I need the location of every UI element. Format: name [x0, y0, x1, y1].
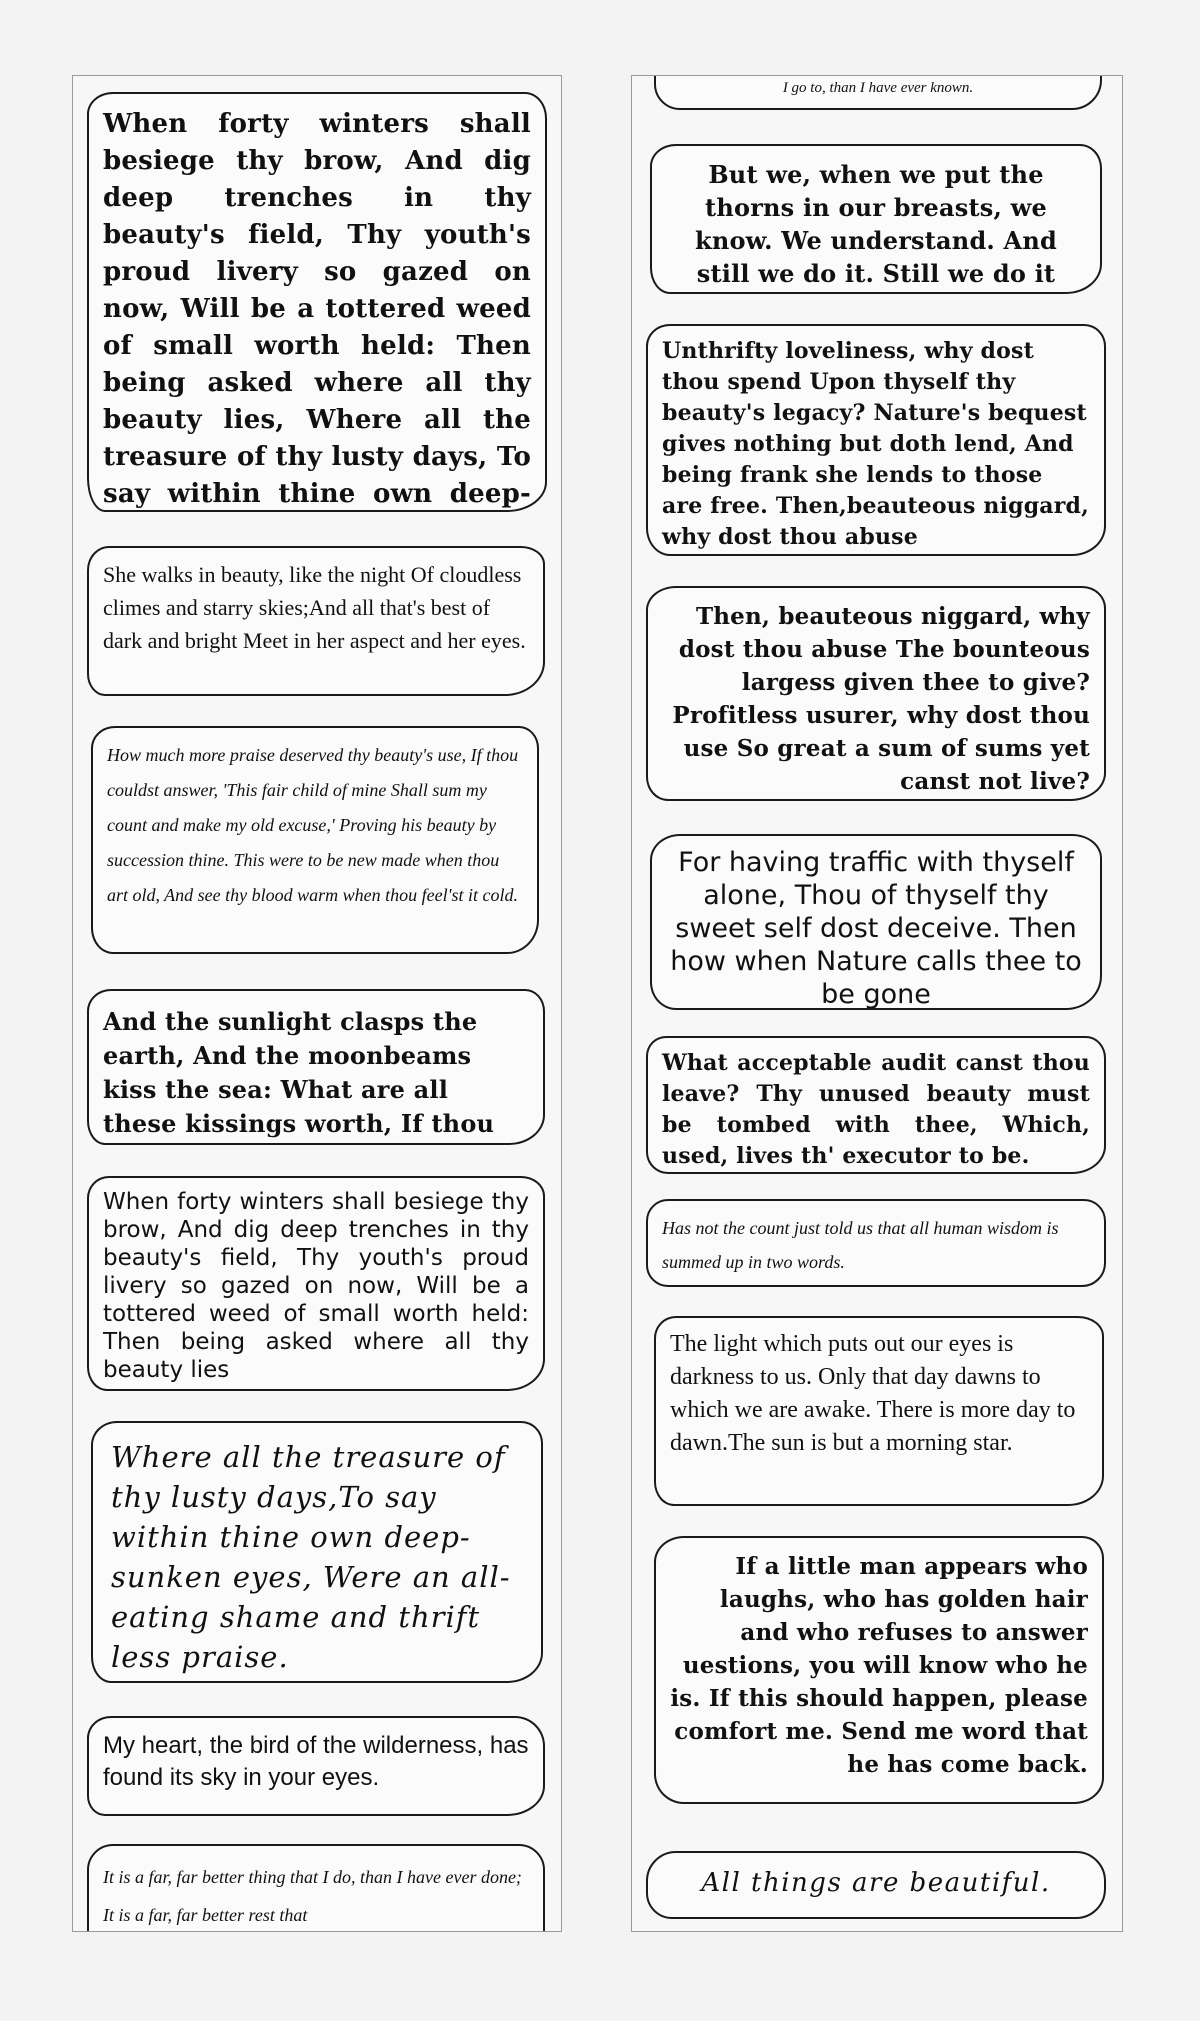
quote-bubble-far-better-thing	[87, 1844, 545, 1932]
quote-text: Has not the count just told us that all human wisdom is summed up in two words.	[662, 1218, 1059, 1272]
quote-text: She walks in beauty, like the night Of cloudless climes and starry skies;And all that's best of dark and bright Meet in her aspect and her eyes.	[103, 562, 526, 653]
quote-bubble-thorns-in-breasts	[650, 144, 1102, 294]
quote-text: And the sunlight clasps the earth, And the moonbeams kiss the sea: What are all these kissings worth, If thou	[103, 1007, 495, 1138]
quote-bubble-light-puts-out-eyes	[654, 1316, 1104, 1506]
quote-bubble-beauteous-niggard	[646, 586, 1106, 801]
quote-text: All things are beautiful.	[701, 1868, 1051, 1898]
quote-text: When forty winters shall besiege thy brow, And dig deep trenches in thy beauty's field, Thy youth's proud livery so gazed on now, Will be a tottered weed of small worth held: Then being asked where all thy beauty lies, Where all the treasure of thy lusty days, To say within thine own deep-	[103, 109, 531, 509]
quote-bubble-she-walks-in-beauty	[87, 546, 545, 696]
quote-text: The light which puts out our eyes is darkness to us. Only that day dawns to which we are awake. There is more day to dawn.The sun is but a morning star.	[670, 1331, 1076, 1456]
quote-bubble-ever-known-cutoff	[654, 75, 1102, 110]
quote-bubble-forty-winters-light	[87, 1176, 545, 1391]
quote-text: It is a far, far better thing that I do, than I have ever done; It is a far, far better rest that	[103, 1867, 522, 1925]
quote-bubble-how-much-more-praise	[91, 726, 539, 954]
quote-bubble-little-man-golden-hair	[654, 1536, 1104, 1804]
quote-text: What acceptable audit canst thou leave? Thy unused beauty must be tombed with thee, Which, used, lives th' executor to be.	[662, 1050, 1090, 1169]
quote-text: Where all the treasure of thy lusty days,To say within thine own deep-sunken eyes, Were an all-eating shame and thrift less praise.	[111, 1440, 511, 1674]
quote-text: If a little man appears who laughs, who has golden hair and who refuses to answer uestions, you will know who he is. If this should happen, please comfort me. Send me word that he has come back.	[670, 1553, 1088, 1778]
quote-text: When forty winters shall besiege thy brow, And dig deep trenches in thy beauty's field, Thy youth's proud livery so gazed on now, Will be a tottered weed of small worth held: Then being asked where all thy beauty lies	[103, 1189, 529, 1383]
quote-text: I go to, than I have ever known.	[782, 80, 974, 96]
sticker-strip-right	[631, 75, 1123, 1932]
quote-text: But we, when we put the thorns in our breasts, we know. We understand. And still we do it. Still we do it	[695, 160, 1057, 288]
quote-bubble-all-things-beautiful	[646, 1851, 1106, 1919]
quote-bubble-acceptable-audit	[646, 1036, 1106, 1174]
quote-bubble-bird-of-wilderness	[87, 1716, 545, 1816]
quote-bubble-unthrifty-loveliness	[646, 324, 1106, 556]
quote-text: Unthrifty loveliness, why dost thou spend Upon thyself thy beauty's legacy? Nature's bequest gives nothing but doth lend, And being frank she lends to those are free. Then,beauteous niggard, why dost thou abuse	[662, 338, 1089, 550]
sticker-strip-left	[72, 75, 562, 1932]
quote-text: How much more praise deserved thy beauty's use, If thou couldst answer, 'This fair child of mine Shall sum my count and make my old excuse,' Proving his beauty by succession thine. This were to be new made when thou art old, And see thy blood warm when thou feel'st it cold.	[107, 745, 519, 905]
quote-text: Then, beauteous niggard, why dost thou abuse The bounteous largess given thee to give? Profitless usurer, why dost thou use So great a sum of sums yet canst not live?	[672, 603, 1090, 795]
quote-bubble-sunlight-clasps-earth	[87, 989, 545, 1145]
quote-bubble-traffic-with-thyself	[650, 834, 1102, 1010]
quote-text: For having traffic with thyself alone, Thou of thyself thy sweet self dost deceive. Then how when Nature calls thee to be gone	[670, 847, 1082, 1010]
quote-bubble-human-wisdom	[646, 1199, 1106, 1287]
quote-bubble-treasure-of-lusty-days	[91, 1421, 543, 1683]
quote-bubble-forty-winters-bold	[87, 92, 547, 512]
quote-text: My heart, the bird of the wilderness, has found its sky in your eyes.	[103, 1732, 529, 1791]
